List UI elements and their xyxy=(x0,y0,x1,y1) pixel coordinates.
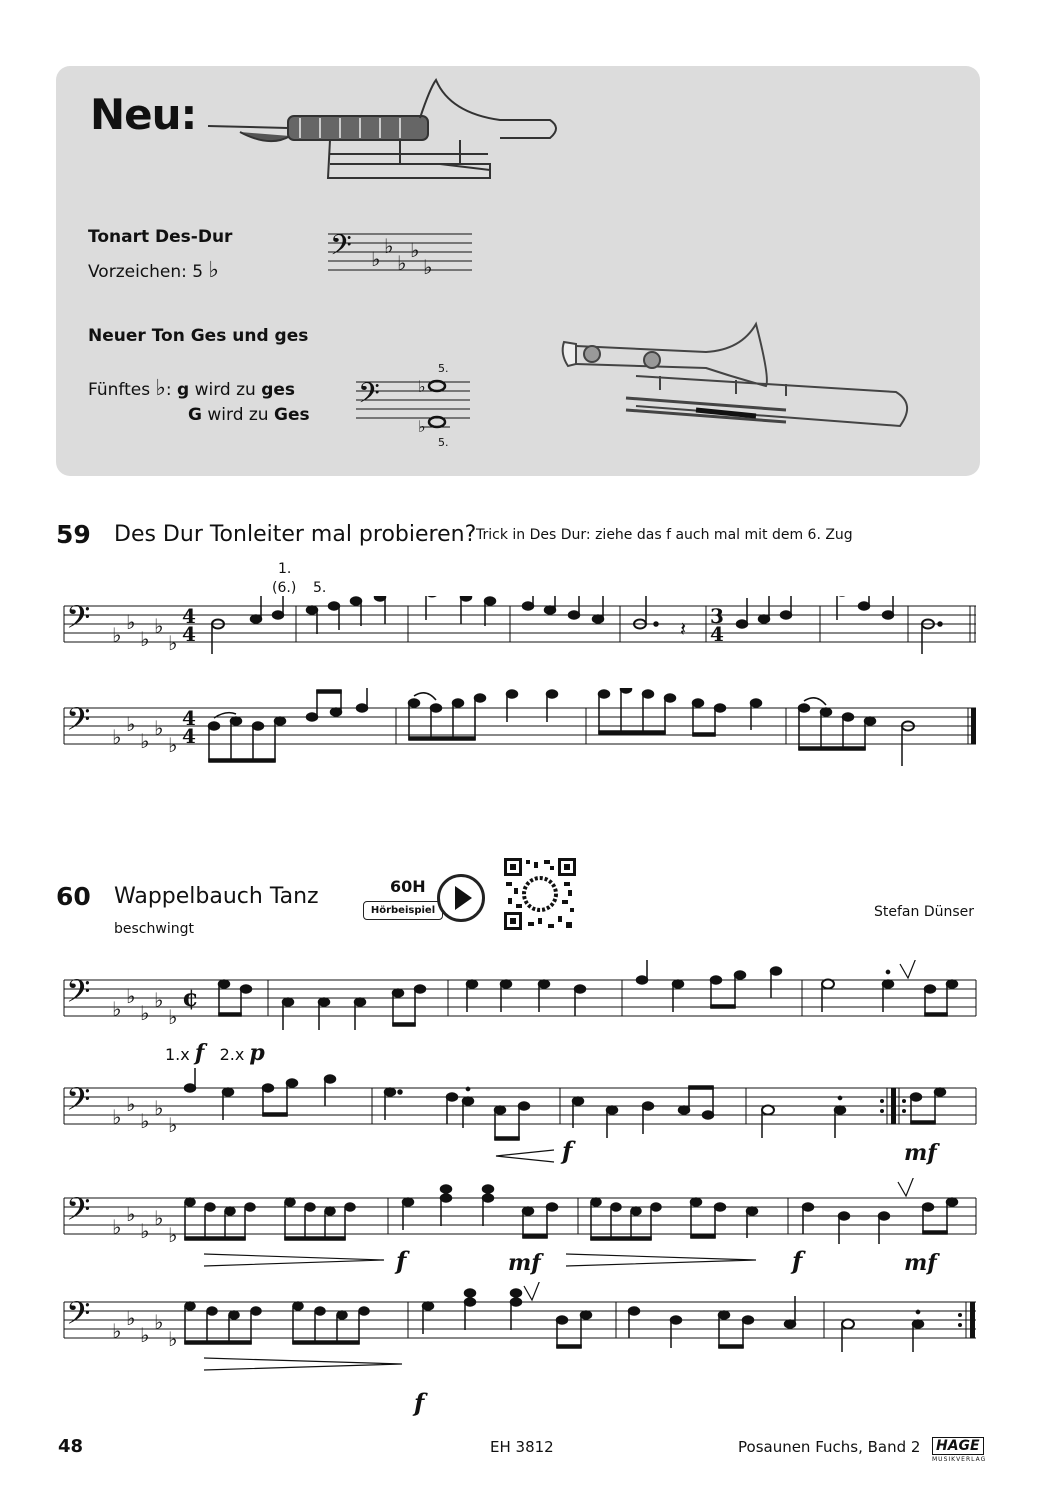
book-title: Posaunen Fuchs, Band 2 xyxy=(738,1438,921,1456)
svg-text:♭: ♭ xyxy=(168,1327,178,1351)
time-signature-cut: ¢ xyxy=(182,983,199,1012)
time-signature-4-4 xyxy=(182,604,196,646)
rule-2 xyxy=(188,405,310,425)
notes xyxy=(212,596,942,654)
svg-text:♭: ♭ xyxy=(154,1206,164,1230)
bass-clef-icon: 𝄢 xyxy=(66,1081,91,1125)
dyn-f-4: f xyxy=(414,1388,425,1417)
dyn-mf-2: mf xyxy=(508,1250,541,1276)
svg-text:♭: ♭ xyxy=(112,1319,122,1343)
svg-text:♭: ♭ xyxy=(140,1323,150,1347)
bass-clef-icon: 𝄢 xyxy=(66,973,91,1017)
svg-text:♭: ♭ xyxy=(140,1219,150,1243)
svg-text:♭: ♭ xyxy=(140,1001,150,1025)
svg-text:♭: ♭ xyxy=(140,627,150,651)
svg-text:3: 3 xyxy=(710,604,724,628)
svg-text:♭: ♭ xyxy=(418,378,426,396)
decrescendo-hairpin xyxy=(496,1150,554,1162)
svg-text:♭: ♭ xyxy=(418,417,426,436)
svg-text:♭: ♭ xyxy=(112,1215,122,1239)
svg-text:♭: ♭ xyxy=(371,247,381,271)
breath-mark-icon xyxy=(524,1282,540,1300)
trombone-illustration-top xyxy=(200,78,570,190)
svg-text:♭: ♭ xyxy=(410,238,420,262)
flat-symbol: ♭ xyxy=(208,258,219,283)
dynamics-repeat xyxy=(165,1040,265,1066)
svg-text:♭: ♭ xyxy=(112,725,122,749)
svg-text:♭: ♭ xyxy=(112,997,122,1021)
catalog-number: EH 3812 xyxy=(490,1438,554,1456)
bass-clef-icon: 𝄢 xyxy=(66,599,91,643)
svg-text:♭: ♭ xyxy=(168,631,178,655)
fingering-1: 1. xyxy=(278,561,292,577)
svg-text:♭: ♭ xyxy=(168,1223,178,1247)
svg-text:♭: ♭ xyxy=(126,610,136,634)
dyn-2x-mark: p xyxy=(249,1040,265,1066)
dyn-f-2: f xyxy=(396,1246,407,1275)
crescendo-hairpin xyxy=(566,1254,756,1266)
svg-text:♭: ♭ xyxy=(168,733,178,757)
slurs xyxy=(214,688,826,718)
rule1-mid: wird zu xyxy=(189,380,262,400)
rule1-a: g xyxy=(177,380,190,400)
notes xyxy=(185,1185,958,1244)
crescendo-hairpin xyxy=(204,1358,402,1370)
svg-text:♭: ♭ xyxy=(126,712,136,736)
svg-text:4: 4 xyxy=(710,622,724,646)
dyn-f-3: f xyxy=(792,1246,803,1275)
rest-icon: 𝄽 xyxy=(680,617,687,641)
svg-text:4: 4 xyxy=(182,622,196,646)
rule2-b: Ges xyxy=(274,405,310,425)
svg-text:♭: ♭ xyxy=(384,234,394,258)
qr-code-icon xyxy=(504,858,576,930)
rule2-mid: wird zu xyxy=(201,405,274,425)
position-bottom: 5. xyxy=(438,436,449,449)
accidentals-text: Vorzeichen: 5 xyxy=(88,262,204,282)
fingering-6: (6.) xyxy=(272,580,297,596)
bass-clef-icon: 𝄢 xyxy=(358,378,380,417)
breath-mark-icon xyxy=(900,960,916,978)
svg-text:♭: ♭ xyxy=(126,1092,136,1116)
audio-id: 60H xyxy=(390,877,426,896)
svg-text:4: 4 xyxy=(182,724,196,748)
svg-text:♭: ♭ xyxy=(154,614,164,638)
ex59-title: Des Dur Tonleiter mal probieren? xyxy=(114,522,477,547)
fingering-5: 5. xyxy=(313,580,327,596)
svg-text:♭: ♭ xyxy=(397,251,407,275)
dyn-1x-mark: f xyxy=(194,1040,205,1066)
play-icon xyxy=(455,886,472,910)
ex59-staff-2 xyxy=(56,688,980,768)
publisher-sub: MUSIKVERLAG xyxy=(932,1456,987,1463)
svg-text:4: 4 xyxy=(182,706,196,730)
svg-text:♭: ♭ xyxy=(154,1096,164,1120)
key-signature-staff xyxy=(326,230,476,278)
ex60-title: Wappelbauch Tanz xyxy=(114,884,319,909)
svg-text:♭: ♭ xyxy=(154,1310,164,1334)
svg-text:♭: ♭ xyxy=(168,1113,178,1137)
svg-text:4: 4 xyxy=(182,604,196,628)
info-title: Neu: xyxy=(90,90,197,139)
audio-label: Hörbeispiel xyxy=(363,901,443,920)
svg-text:♭: ♭ xyxy=(154,716,164,740)
notes xyxy=(185,1068,946,1140)
svg-text:♭: ♭ xyxy=(140,1109,150,1133)
publisher-logo: HAGE xyxy=(932,1437,984,1455)
svg-text:♭: ♭ xyxy=(126,984,136,1008)
dyn-mf-1: mf xyxy=(904,1140,937,1166)
rule-1 xyxy=(88,376,295,401)
ex59-note: Trick in Des Dur: ziehe das f auch mal mit dem 6. Zug xyxy=(476,527,853,543)
dyn-f-1: f xyxy=(562,1136,573,1165)
svg-text:♭: ♭ xyxy=(140,729,150,753)
ex59-number: 59 xyxy=(56,520,91,549)
ex59-staff-1 xyxy=(56,596,980,666)
dyn-mf-3: mf xyxy=(904,1250,937,1276)
notes xyxy=(209,688,915,766)
rule1-b: ges xyxy=(261,380,296,400)
rule2-a: G xyxy=(188,405,202,425)
page-number: 48 xyxy=(58,1436,84,1457)
ex60-tempo: beschwingt xyxy=(114,921,194,937)
svg-text:♭: ♭ xyxy=(112,623,122,647)
trombone-illustration-bottom xyxy=(556,318,918,442)
bass-clef-icon: 𝄢 xyxy=(66,1295,91,1339)
dyn-1x-label: 1.x xyxy=(165,1045,190,1064)
breath-mark-icon xyxy=(898,1178,914,1196)
new-note-label: Neuer Ton Ges und ges xyxy=(88,326,309,346)
dyn-2x-label: 2.x xyxy=(219,1045,245,1064)
rule1-colon: : xyxy=(165,380,172,400)
bass-clef-icon: 𝄢 xyxy=(66,1191,91,1235)
bass-clef-icon: 𝄢 xyxy=(330,230,352,269)
svg-text:♭: ♭ xyxy=(126,1306,136,1330)
fifth-label: Fünftes xyxy=(88,380,151,400)
ges-staff xyxy=(354,378,474,436)
ex60-number: 60 xyxy=(56,882,91,911)
bass-clef-icon: 𝄢 xyxy=(66,701,91,745)
ex60-staff-2 xyxy=(56,1068,980,1172)
time-signature-3-4 xyxy=(710,604,724,646)
accidentals-label xyxy=(88,258,219,283)
ex60-composer: Stefan Dünser xyxy=(874,904,975,920)
flat-symbol: ♭ xyxy=(155,376,166,401)
key-label: Tonart Des-Dur xyxy=(88,227,233,247)
svg-text:♭: ♭ xyxy=(112,1105,122,1129)
svg-text:♭: ♭ xyxy=(423,255,433,278)
svg-text:♭: ♭ xyxy=(154,988,164,1012)
position-top: 5. xyxy=(438,362,449,375)
ex60-staff-4 xyxy=(56,1282,980,1378)
svg-text:♭: ♭ xyxy=(126,1202,136,1226)
notes xyxy=(219,960,958,1030)
time-signature-4-4 xyxy=(182,706,196,748)
svg-text:♭: ♭ xyxy=(168,1005,178,1029)
crescendo-hairpin xyxy=(204,1254,384,1266)
